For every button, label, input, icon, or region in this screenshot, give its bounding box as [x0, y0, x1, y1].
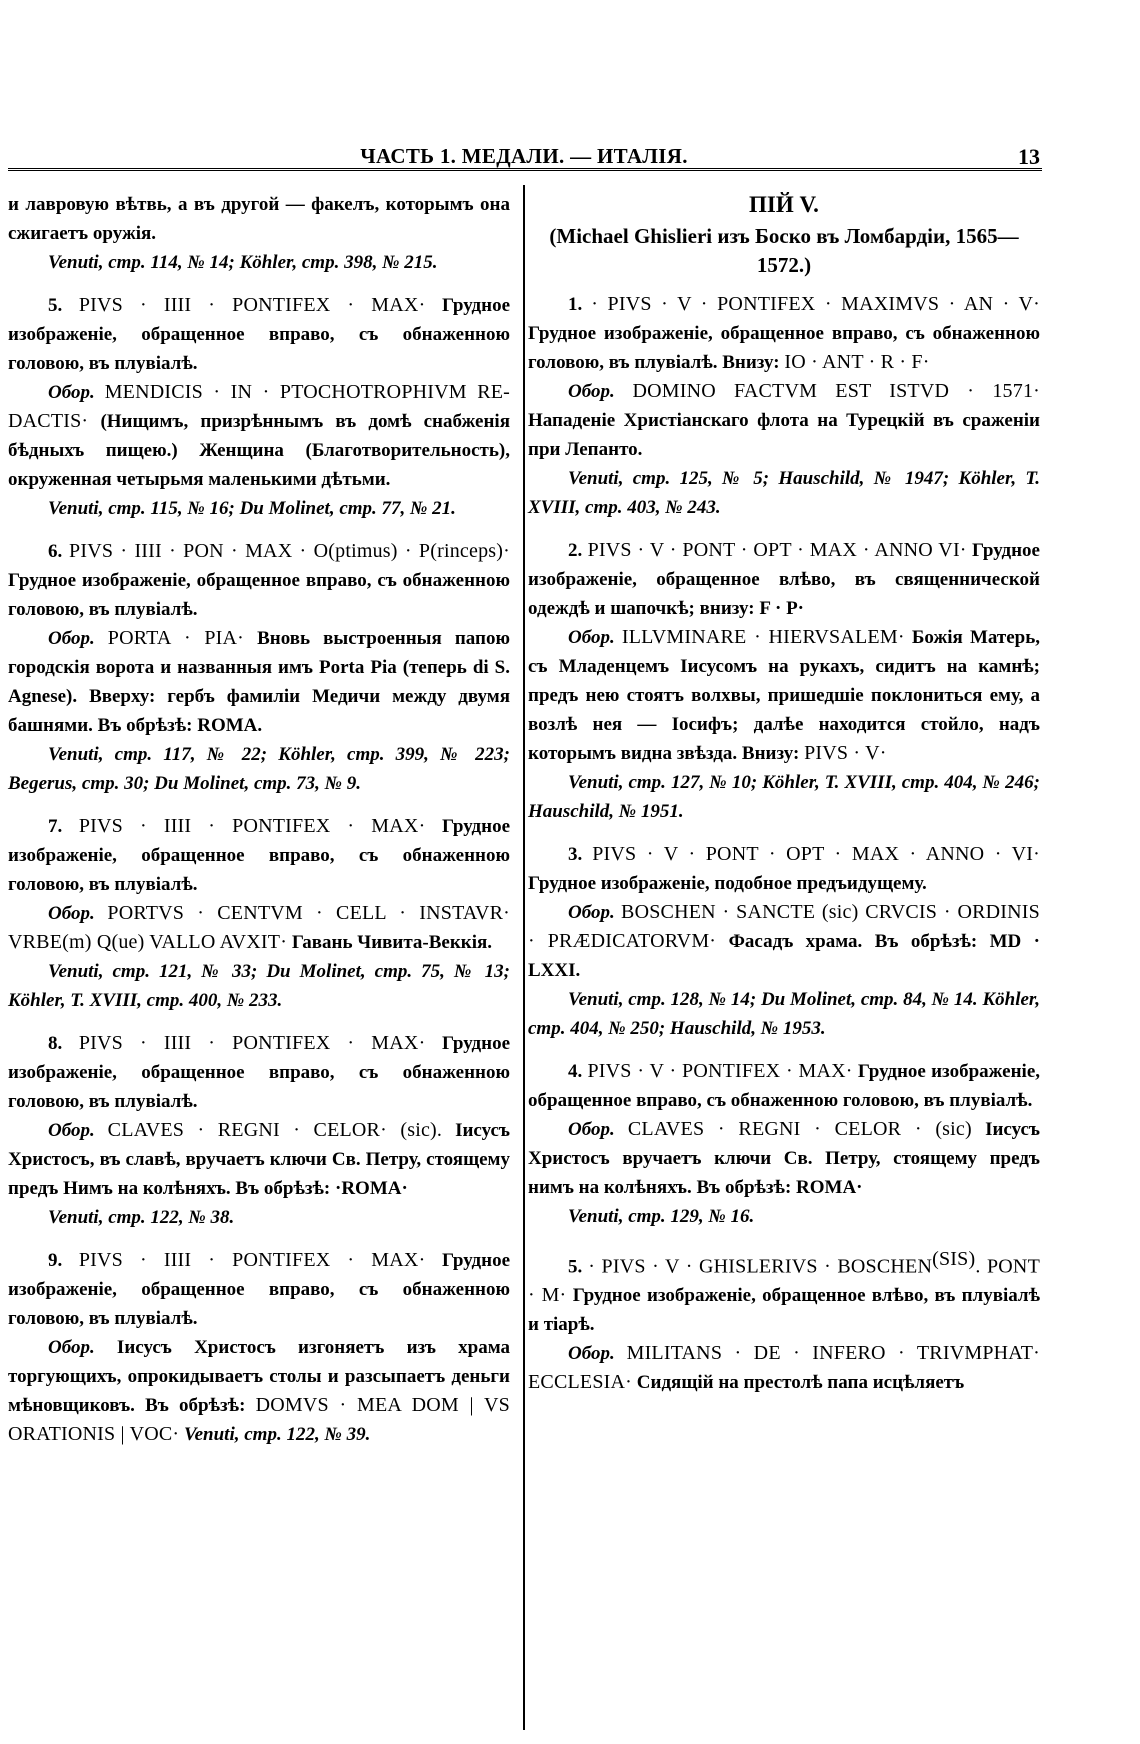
medal-entry: 8. PIVS · IIII · PONTIFEX · MAX· Грудное изображеніе, обращенное вправо, съ обнаженною головою, въ плувіалѣ.	[8, 1032, 511, 1112]
running-title: ЧАСТЬ 1. МЕДАЛИ. — ИТАЛІЯ.	[360, 144, 688, 168]
medal-entry: 1. · PIVS · V · PONTIFEX · MAXIMVS · AN · V· Грудное изображеніе, обращенное вправо, съ обнаженною головою, въ плувіалѣ. Внизу: IO · ANT · R · F·	[528, 293, 1041, 373]
reference: Venuti, стр. 121, № 33; Du Molinet, стр. 75, № 13; Köhler, T. XVIII, стр. 400, № 233.	[8, 961, 510, 1011]
left-column	[8, 190, 510, 1449]
reverse-description: Обор. BOSCHEN · SANCTE (sic) CRVCIS · ORDINIS · PRÆDICATORVM· Фасадъ храма. Въ обрѣзѣ: MD · LXXI.	[528, 901, 1041, 981]
reverse-description: Обор. DOMINO FACTVM EST ISTVD · 1571· Нападеніе Христіанскаго флота на Турецкій въ сраженіи при Лепанто.	[528, 380, 1041, 460]
reverse-description: Обор. PORTVS · CENTVM · CELL · INSTAVR· VRBE(m) Q(ue) VALLO AVXIT· Гавань Чивита-Веккія.	[8, 902, 510, 953]
medal-entry: 3. PIVS · V · PONT · OPT · MAX · ANNO · VI· Грудное изображеніе, подобное предъидущему.	[528, 843, 1041, 894]
reference: Venuti, стр. 128, № 14; Du Molinet, стр. 84, № 14. Köhler, стр. 404, № 250; Hauschild, № 1953.	[528, 989, 1040, 1039]
right-column	[528, 190, 1040, 1397]
reference: Venuti, стр. 129, № 16.	[568, 1206, 755, 1227]
reference: Venuti, стр. 115, № 16; Du Molinet, стр. 77, № 21.	[48, 498, 456, 519]
reverse-description: Обор. ILLVMINARE · HIERVSALEM· Божія Матерь, съ Младенцемъ Іисусомъ на рукахъ, сидитъ на камнѣ; предъ нею стоятъ волхвы, пришедшіе поклониться ему, а возлѣ нея — Іосифъ; далѣе находится стойло, надъ которымъ видна звѣзда. Внизу: PIVS · V·	[528, 626, 1041, 764]
column-divider	[523, 185, 525, 1730]
section-title: ПІЙ V.	[749, 192, 819, 217]
medal-entry: 5. PIVS · IIII · PONTIFEX · MAX· Грудное изображеніе, обращенное вправо, съ обнаженною головою, въ плувіалѣ.	[8, 294, 511, 374]
page-number: 13	[1018, 144, 1040, 169]
reverse-description: Обор. CLAVES · REGNI · CELOR· (sic). Іисусъ Христосъ, въ славѣ, вручаетъ ключи Св. Петру, стоящему предъ Нимъ на колѣняхъ. Въ обрѣзѣ: ·ROMA·	[8, 1119, 511, 1199]
reverse-description: Обор. Іисусъ Христосъ изгоняетъ изъ храма торгующихъ, опрокидываетъ столы и разсыпаетъ деньги мѣновщиковъ. Въ обрѣзѣ: DOMVS · MEA DOM | VS ORATIONIS | VOC· Venuti, стр. 122, № 39.	[8, 1337, 511, 1445]
medal-entry: 4. PIVS · V · PONTIFEX · MAX· Грудное изображеніе, обращенное вправо, съ обнаженною головою, въ плувіалѣ.	[528, 1060, 1040, 1111]
reverse-description: Обор. PORTA · PIA· Вновь выстроенныя папою городскія ворота и названныя имъ Porta Pia (теперь di S. Agnese). Вверху: гербъ фамиліи Медичи между двумя башнями. Въ обрѣзѣ: ROMA.	[8, 627, 510, 736]
reference: Venuti, стр. 117, № 22; Köhler, стр. 399, № 223; Begerus, стр. 30; Du Molinet, стр. 73, № 9.	[8, 744, 510, 794]
reverse-description: Обор. MILITANS · DE · INFERO · TRIVMPHAT· ECCLESIA· Сидящій на престолѣ папа исцѣляетъ	[528, 1342, 1040, 1394]
medal-entry: 7. PIVS · IIII · PONTIFEX · MAX· Грудное изображеніе, обращенное вправо, съ обнаженною головою, въ плувіалѣ.	[8, 815, 511, 895]
medal-entry: 9. PIVS · IIII · PONTIFEX · MAX· Грудное изображеніе, обращенное вправо, съ обнаженною головою, въ плувіалѣ.	[8, 1249, 511, 1329]
medal-entry: 2. PIVS · V · PONT · OPT · MAX · ANNO VI· Грудное изображеніе, обращенное влѣво, въ священнической одеждѣ и шапочкѣ; внизу: F · P·	[528, 539, 1040, 619]
reference: Venuti, стр. 125, № 5; Hauschild, № 1947; Köhler, T. XVIII, стр. 403, № 243.	[528, 468, 1040, 518]
reference: Venuti, стр. 114, № 14; Köhler, стр. 398, № 215.	[48, 252, 438, 273]
medal-entry: 5. · PIVS · V · GHISLERIVS · $BOSCHEN^{(SIS)}$. PONT · M· Грудное изображеніе, обращенное влѣво, въ плувіалѣ и тіарѣ.	[528, 1248, 1040, 1336]
reverse-description: Обор. CLAVES · REGNI · CELOR · (sic) Іисусъ Христосъ вручаетъ ключи Св. Петру, стоящему предъ нимъ на колѣняхъ. Въ обрѣзѣ: ROMA·	[528, 1118, 1041, 1198]
reverse-description: Обор. MENDICIS · IN · PTOCHOTROPHIVM RE- DACTIS· (Нищимъ, призрѣннымъ въ домѣ снабженія бѣдныхъ пищею.) Женщина (Благотворительность), окруженная четырьмя маленькими дѣтьми.	[8, 381, 511, 490]
reference: Venuti, стр. 127, № 10; Köhler, T. XVIII, стр. 404, № 246; Hauschild, № 1951.	[528, 772, 1040, 822]
paragraph: и лавровую вѣтвь, а въ другой — факелъ, которымъ она сжигаетъ оружія.	[8, 194, 510, 244]
medal-entry: 6. PIVS · IIII · PON · MAX · O(ptimus) · P(rinceps)· Грудное изображеніе, обращенное вправо, съ обнаженною головою, въ плувіалѣ.	[8, 540, 510, 620]
header-rule	[8, 168, 1042, 171]
reference: Venuti, стр. 122, № 38.	[48, 1207, 235, 1228]
section-subtitle: (Michael Ghislieri изъ Боско въ Ломбардіи, 1565—1572.)	[549, 224, 1019, 277]
